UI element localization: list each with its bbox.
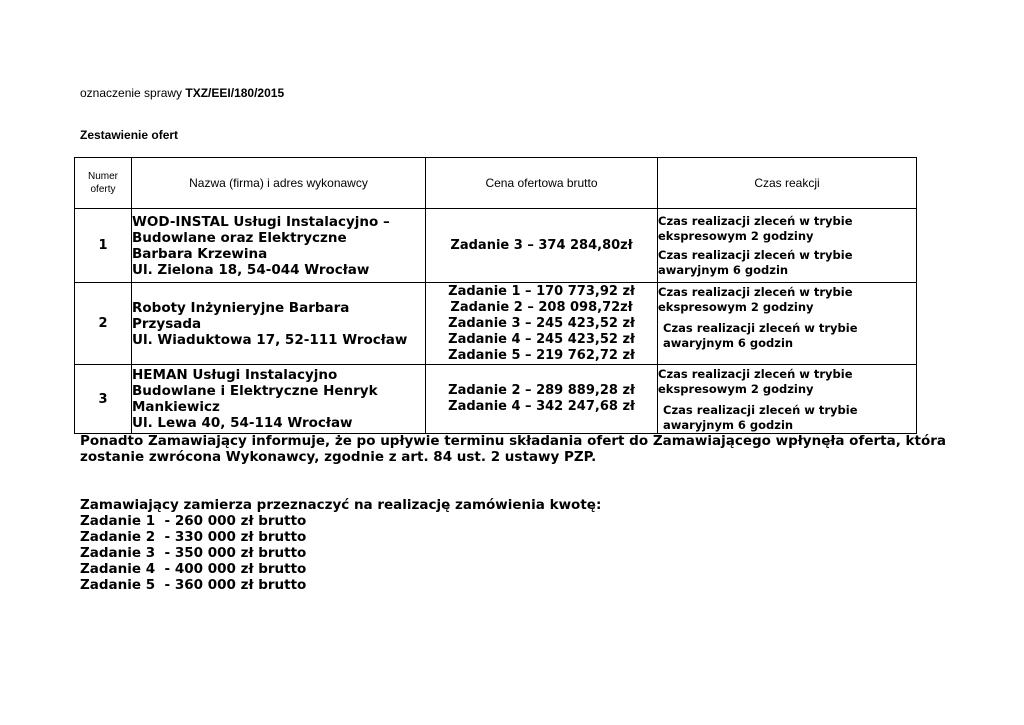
late-offer-notice: Ponadto Zamawiający informuje, że po upływie terminu składania ofert do Zamawiającego wpłynęła oferta, która zostanie zwrócona Wykonawcy, zgodnie z art. 84 ust. 2 ustawy PZP. <box>80 433 946 465</box>
budget-item: Zadanie 1 - 260 000 zł brutto <box>80 513 307 529</box>
contractor-cell: HEMAN Usługi Instalacyjno Budowlane i Elektryczne Henryk Mankiewicz Ul. Lewa 40, 54-114 Wrocław <box>132 365 426 434</box>
reaction-time-cell: Czas realizacji zleceń w trybie ekspresowym 2 godziny Czas realizacji zleceń w trybie awaryjnym 6 godzin <box>658 365 917 434</box>
contractor-cell: Roboty Inżynieryjne Barbara Przysada Ul. Wiaduktowa 17, 52-111 Wrocław <box>132 283 426 365</box>
budget-intro: Zamawiający zamierza przeznaczyć na realizację zamówienia kwotę: <box>80 497 602 513</box>
header-reaction-time: Czas reakcji <box>658 158 917 209</box>
reaction-time-cell: Czas realizacji zleceń w trybie ekspresowym 2 godziny Czas realizacji zleceń w trybie awaryjnym 6 godzin <box>658 283 917 365</box>
header-contractor: Nazwa (firma) i adres wykonawcy <box>132 158 426 209</box>
table-row <box>75 365 917 434</box>
case-reference-number: TXZ/EEI/180/2015 <box>185 86 285 100</box>
price-cell: Zadanie 1 – 170 773,92 zł Zadanie 2 – 208 098,72zł Zadanie 3 – 245 423,52 zł Zadanie 4 – 245 423,52 zł Zadanie 5 – 219 762,72 zł <box>426 283 658 365</box>
budget-item: Zadanie 4 - 400 000 zł brutto <box>80 561 307 577</box>
case-reference-label: oznaczenie sprawy <box>80 86 186 100</box>
price-cell: Zadanie 2 – 289 889,28 zł Zadanie 4 – 342 247,68 zł <box>426 365 658 434</box>
offer-number: 1 <box>75 209 132 283</box>
table-header-row <box>75 158 917 209</box>
header-price: Cena ofertowa brutto <box>426 158 658 209</box>
offers-heading: Zestawienie ofert <box>80 128 179 142</box>
contractor-cell: WOD-INSTAL Usługi Instalacyjno – Budowlane oraz Elektryczne Barbara Krzewina Ul. Zielona 18, 54-044 Wrocław <box>132 209 426 283</box>
header-offer-number: Numer oferty <box>75 158 132 209</box>
price-cell: Zadanie 3 – 374 284,80zł <box>426 209 658 283</box>
table-row <box>75 283 917 365</box>
table-row <box>75 209 917 283</box>
offers-table <box>74 157 917 434</box>
budget-item: Zadanie 5 - 360 000 zł brutto <box>80 577 307 593</box>
case-reference <box>80 86 284 100</box>
reaction-time-cell: Czas realizacji zleceń w trybie ekspresowym 2 godziny Czas realizacji zleceń w trybie awaryjnym 6 godzin <box>658 209 917 283</box>
budget-item: Zadanie 3 - 350 000 zł brutto <box>80 545 307 561</box>
budget-item: Zadanie 2 - 330 000 zł brutto <box>80 529 307 545</box>
offer-number: 2 <box>75 283 132 365</box>
offer-number: 3 <box>75 365 132 434</box>
budget-section <box>80 497 601 593</box>
